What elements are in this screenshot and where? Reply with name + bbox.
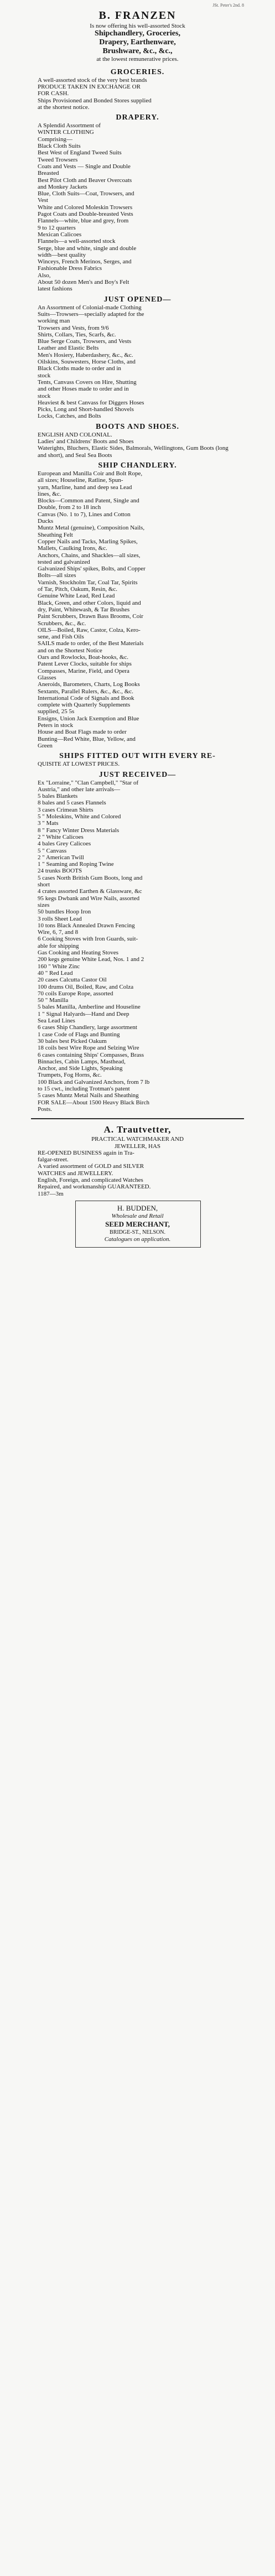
section-line: Trumpets, Fog Horns, &c. (38, 1072, 102, 1079)
section-line: Heaviest & best Canvass for Diggers Hoses (38, 399, 144, 406)
section-line: ENGLISH AND COLONIAL. (38, 431, 112, 438)
section-heading: DRAPERY. (116, 113, 159, 122)
section-line: Flannels—white, blue and grey, from (38, 217, 129, 225)
section-line: 50 bundles Hoop Iron (38, 908, 91, 916)
section-line: Trowsers and Vests, from 9/6 (38, 324, 109, 331)
section-line: Best Pilot Cloth and Beaver Overcoats (38, 176, 132, 184)
section-line: Anchor, and Side Lights, Speaking (38, 1065, 123, 1072)
section-line: White and Colored Moleskin Trowsers (38, 204, 133, 211)
section-line: Genuine White Lead, Red Lead (38, 593, 115, 600)
advertisement-column (31, 0, 244, 2576)
section-line: 3 rolls Sheet Lead (38, 915, 82, 922)
section-line: FOR CASH. (38, 90, 69, 97)
section-line: 4 crates assorted Earthen & Glassware, &c (38, 888, 142, 895)
section-line: Waterights, Bluchers, Elastic Sides, Balmorals, Wellingtons, Gum Boots (long (38, 445, 229, 452)
section-line: supplied, 25 5s (38, 708, 75, 715)
section-line: width—best quality (38, 251, 86, 258)
section-line: 2 " White Calicoes (38, 833, 84, 840)
section-line: Winceys, French Merinos, Serges, and (38, 258, 132, 266)
section-line: Men's Hosiery, Haberdashery, &c., &c. (38, 351, 133, 359)
seed-merchant-line: BRIDGE-ST., NELSON. (110, 1229, 165, 1235)
watchmaker-line: PRACTICAL WATCHMAKER AND (91, 1136, 184, 1143)
section-heading: BOOTS AND SHOES. (96, 422, 179, 431)
section-line: Black, Green, and other Colors, liquid and (38, 599, 141, 606)
intro-line: Is now offering his well-assorted Stock (90, 23, 185, 29)
section-line: Canvas (No. 1 to 7), Lines and Cotton (38, 511, 131, 518)
watchmaker-line: JEWELLER, HAS (114, 1142, 161, 1150)
section-line: Serge, blue and white, single and double (38, 245, 137, 252)
section-line: Black Cloths made to order and in (38, 365, 121, 372)
section-line: 4 bales Grey Calicoes (38, 840, 91, 848)
section-line: able for shipping (38, 942, 79, 949)
section-line: 95 kegs Dwbank and Wire Nails, assorted (38, 895, 140, 902)
seed-merchant-line: SEED MERCHANT, (105, 1219, 170, 1228)
section-line: 1 case Code of Flags and Bunting (38, 1031, 120, 1038)
section-line: House and Boat Flags made to order (38, 729, 127, 736)
section-line: Vest (38, 197, 48, 204)
section-line: Mallets, Caulking Irons, &c. (38, 545, 107, 552)
section-line: 5 " Canvass (38, 847, 67, 854)
section-line: Copper Nails and Tacks, Marling Spikes, (38, 538, 138, 545)
section-line: 1 " Signal Halyards—Hand and Deep (38, 1010, 129, 1017)
advertiser-name: H. BUDDEN, (117, 1203, 158, 1212)
intro-line: Shipchandlery, Groceries, (95, 29, 180, 38)
advertiser-name: B. FRANZEN (98, 9, 177, 22)
section-line: Black Cloth Suits (38, 143, 81, 149)
section-line: Blue Serge Coats, Trowsers, and Vests (38, 338, 132, 345)
watchmaker-line: RE-OPENED BUSINESS again in Tra- (38, 1149, 134, 1156)
section-line: short (38, 881, 50, 888)
section-line: sene, and Fish Oils (38, 633, 84, 641)
section-line: Gas Cooking and Heating Stoves (38, 949, 119, 956)
section-line: 160 " White Zinc (38, 963, 80, 970)
section-line: Aneroids, Barometers, Charts, Log Books (38, 681, 140, 688)
section-line: 6 cases containing Ships' Compasses, Brass (38, 1051, 144, 1058)
section-line: International Code of Signals and Book (38, 694, 134, 702)
section-line: dry, Paint, Whitewash, & Tar Brushes (38, 606, 130, 613)
section-line: 18 coils best Wire Rope and Selzing Wire (38, 1045, 139, 1052)
section-line: 5 cases Muntz Metal Nails and Sheathing (38, 1092, 139, 1099)
watchmaker-line: falgar-street. (38, 1156, 69, 1164)
section-line: 6 cases Ship Chandlery, large assortment (38, 1024, 137, 1031)
section-line: 5 bales Blankets (38, 793, 78, 800)
section-line: 3 " Mats (38, 820, 59, 827)
section-line: Anchors, Chains, and Shackles—all sizes, (38, 552, 141, 559)
section-heading: SHIPS FITTED OUT WITH EVERY RE- (59, 752, 216, 761)
section-line: Ducks (38, 518, 54, 524)
section-line: A well-assorted stock of the very best brands (38, 76, 147, 84)
section-line: Coats and Vests — Single and Double (38, 163, 131, 170)
section-line: About 50 dozen Men's and Boy's Felt (38, 279, 129, 285)
section-line: sizes (38, 901, 50, 908)
section-line: latest fashions (38, 285, 72, 293)
section-line: European and Manilla Coir and Bolt Rope, (38, 470, 143, 477)
section-line: Binnacles, Cabin Lamps, Masthead, (38, 1058, 126, 1065)
section-line: 30 bales best Picked Oakum (38, 1037, 107, 1045)
section-line: WINTER CLOTHING (38, 129, 94, 136)
section-line: Peters in stock (38, 722, 74, 729)
section-line: 20 cases Calcutta Castor Oil (38, 977, 107, 984)
section-line: lines, &c. (38, 490, 61, 497)
section-line: Glasses (38, 674, 56, 681)
section-line: Compasses, Marine, Field, and Opera (38, 667, 129, 674)
section-line: Flannels—a well-assorted stock (38, 238, 116, 245)
watchmaker-line: Repaired, and workmanship GUARANTEED. (38, 1183, 151, 1191)
section-line: Tents, Canvass Covers on Hire, Shutting (38, 378, 137, 386)
section-line: 10 tons Black Annealed Drawn Fencing (38, 922, 135, 929)
section-line: Blue, Cloth Suits—Coat, Trowsers, and (38, 190, 134, 198)
section-line: Shirts, Collars, Ties, Scarfs, &c. (38, 331, 116, 338)
watchmaker-line: English, Foreign, and complicated Watches (38, 1177, 143, 1183)
section-line: complete with Quarterly Supplements (38, 702, 131, 709)
section-line: A Splendid Assortment of (38, 122, 101, 129)
section-line: 8 " Fancy Winter Dress Materials (38, 827, 120, 834)
section-line: stock (38, 392, 51, 399)
section-line: working man (38, 318, 70, 325)
section-line: Tweed Trowsers (38, 156, 78, 163)
section-line: 24 trunks BOOTS (38, 868, 82, 875)
intro-line: at the lowest remunerative prices. (96, 56, 179, 63)
seed-merchant-line: Catalogues on application. (104, 1235, 171, 1243)
section-line: Also, (38, 272, 51, 279)
section-line: Pagot Coats and Double-breasted Vests (38, 211, 133, 217)
section-line: tested and galvanized (38, 558, 90, 565)
section-line: 2 " American Twill (38, 854, 84, 861)
section-line: 200 kegs genuine White Lead, Nos. 1 and 2 (38, 956, 144, 963)
section-line: 5 bales Manilla, Amberline and Houseline (38, 1004, 141, 1011)
section-line: 50 " Manilla (38, 997, 69, 1004)
section-line: Sea Lead Lines (38, 1017, 75, 1024)
section-line: PRODUCE TAKEN IN EXCHANGE OR (38, 83, 141, 90)
section-line: 8 bales and 5 cases Flannels (38, 799, 106, 807)
section-line: FOR SALE—About 1500 Heavy Black Birch (38, 1099, 149, 1106)
section-heading: SHIP CHANDLERY. (98, 461, 177, 470)
section-line: 100 Black and Galvanized Anchors, from 7 lb (38, 1078, 150, 1086)
section-line: 40 " Red Lead (38, 969, 73, 977)
section-line: Picks, Long and Short-handled Shovels (38, 406, 134, 413)
section-line: 9 to 12 quarters (38, 224, 76, 231)
section-heading: JUST OPENED— (103, 295, 172, 304)
section-line: SAILS made to order, of the Best Materials (38, 640, 144, 647)
section-line: Ladies' and Childrens' Boots and Shoes (38, 438, 134, 445)
section-heading: GROCERIES. (110, 67, 165, 76)
section-line: 5 cases North British Gum Boots, long and (38, 874, 143, 881)
section-line: Leather and Elastic Belts (38, 345, 99, 352)
section-line: Mexican Calicoes (38, 231, 82, 238)
section-line: Varnish, Stockholm Tar, Coal Tar, Spirits (38, 579, 138, 586)
section-line: and other Hoses made to order and in (38, 386, 129, 393)
section-line: Best West of England Tweed Suits (38, 149, 122, 157)
corner-mark: JSt. Peter's 2nd. 8 (212, 3, 244, 8)
section-line: Comprising— (38, 136, 72, 143)
section-line: and short), and Seal Sea Boots (38, 451, 112, 459)
section-line: 6 Cooking Stoves with Iron Guards, suit- (38, 936, 138, 943)
section-line: at the shortest notice. (38, 103, 90, 111)
section-line: Wire, 6, 7, and 8 (38, 929, 79, 936)
section-line: Suits—Trowsers—specially adapted for the (38, 310, 144, 318)
intro-line: Brushware, &c., &c., (102, 47, 173, 56)
section-line: Ships Provisioned and Bonded Stores supplied (38, 97, 152, 104)
section-line: Bolts—all sizes (38, 572, 76, 579)
section-line: Muntz Metal (genuine), Composition Nails, (38, 524, 145, 532)
section-heading: JUST RECEIVED— (98, 770, 177, 779)
section-line: Oars and Rowlocks, Boat-hooks, &c. (38, 654, 129, 661)
section-line: 70 coils Europe Rope, assorted (38, 990, 113, 997)
section-line: 3 cases Crimean Shirts (38, 806, 94, 813)
section-line: and Monkey Jackets (38, 183, 87, 190)
section-line: yarn, Marline, hand and deep sea Lead (38, 484, 132, 491)
section-line: Sheathing Felt (38, 531, 73, 538)
section-line: An Assortment of Colonial-made Clothing (38, 304, 142, 311)
section-line: 1 " Seaming and Roping Twine (38, 861, 114, 868)
section-line: and on the Shortest Notice (38, 647, 102, 654)
watchmaker-line: A varied assortment of GOLD and SILVER (38, 1163, 144, 1170)
section-line: Oilskins, Souwesters, Horse Cloths, and (38, 359, 136, 365)
section-line: QUISITE AT LOWEST PRICES. (38, 761, 120, 768)
section-line: Breasted (38, 170, 59, 177)
section-line: Galvanized Ships' spikes, Bolts, and Copper (38, 565, 146, 573)
section-line: Austria," and other late arrivals— (38, 786, 120, 793)
intro-line: Drapery, Earthenware, (99, 38, 176, 47)
section-line: Patent Lever Clocks, suitable for ships (38, 661, 132, 668)
section-line: of Tar, Pitch, Oakum, Resin, &c. (38, 586, 118, 593)
section-line: stock (38, 372, 51, 379)
section-line: Blocks—Common and Patent, Single and (38, 497, 139, 505)
seed-merchant-line: Wholesale and Retail (111, 1212, 164, 1219)
section-line: to 15 cwt., including Trotman's patent (38, 1086, 130, 1092)
section-line: Paint Scrubbers, Drawn Bass Brooms, Coir (38, 613, 143, 620)
section-line: Green (38, 742, 53, 749)
section-line: Ensigns, Union Jack Exemption and Blue (38, 715, 139, 722)
section-line: Scrubbers, &c., &c. (38, 620, 86, 627)
section-line: Fashionable Dress Fabrics (38, 265, 102, 272)
advertisement-divider (31, 1118, 244, 1119)
watchmaker-line: 1187—3m (38, 1190, 64, 1197)
section-line: Ex "Lorraine," "Clan Campbell," "Star of (38, 779, 139, 786)
section-line: all sizes; Houseline, Ratline, Spun- (38, 477, 123, 484)
watchmaker-line: WATCHES and JEWELLERY. (38, 1170, 113, 1177)
section-line: Locks, Catches, and Bolts (38, 413, 101, 420)
section-line: 100 drums Oil, Boiled, Raw, and Colza (38, 983, 134, 990)
section-line: 5 " Moleskins, White and Colored (38, 813, 121, 820)
section-line: Posts. (38, 1105, 52, 1113)
section-line: Double, from 2 to 18 inch (38, 504, 101, 511)
section-line: Sextants, Parallel Rulers, &c., &c., &c. (38, 688, 133, 695)
advertiser-name: A. Trautvetter, (103, 1124, 172, 1135)
section-line: OILS—Boiled, Raw, Castor, Colza, Kero- (38, 626, 141, 633)
section-line: Bunting—Red White, Blue, Yellow, and (38, 735, 136, 742)
